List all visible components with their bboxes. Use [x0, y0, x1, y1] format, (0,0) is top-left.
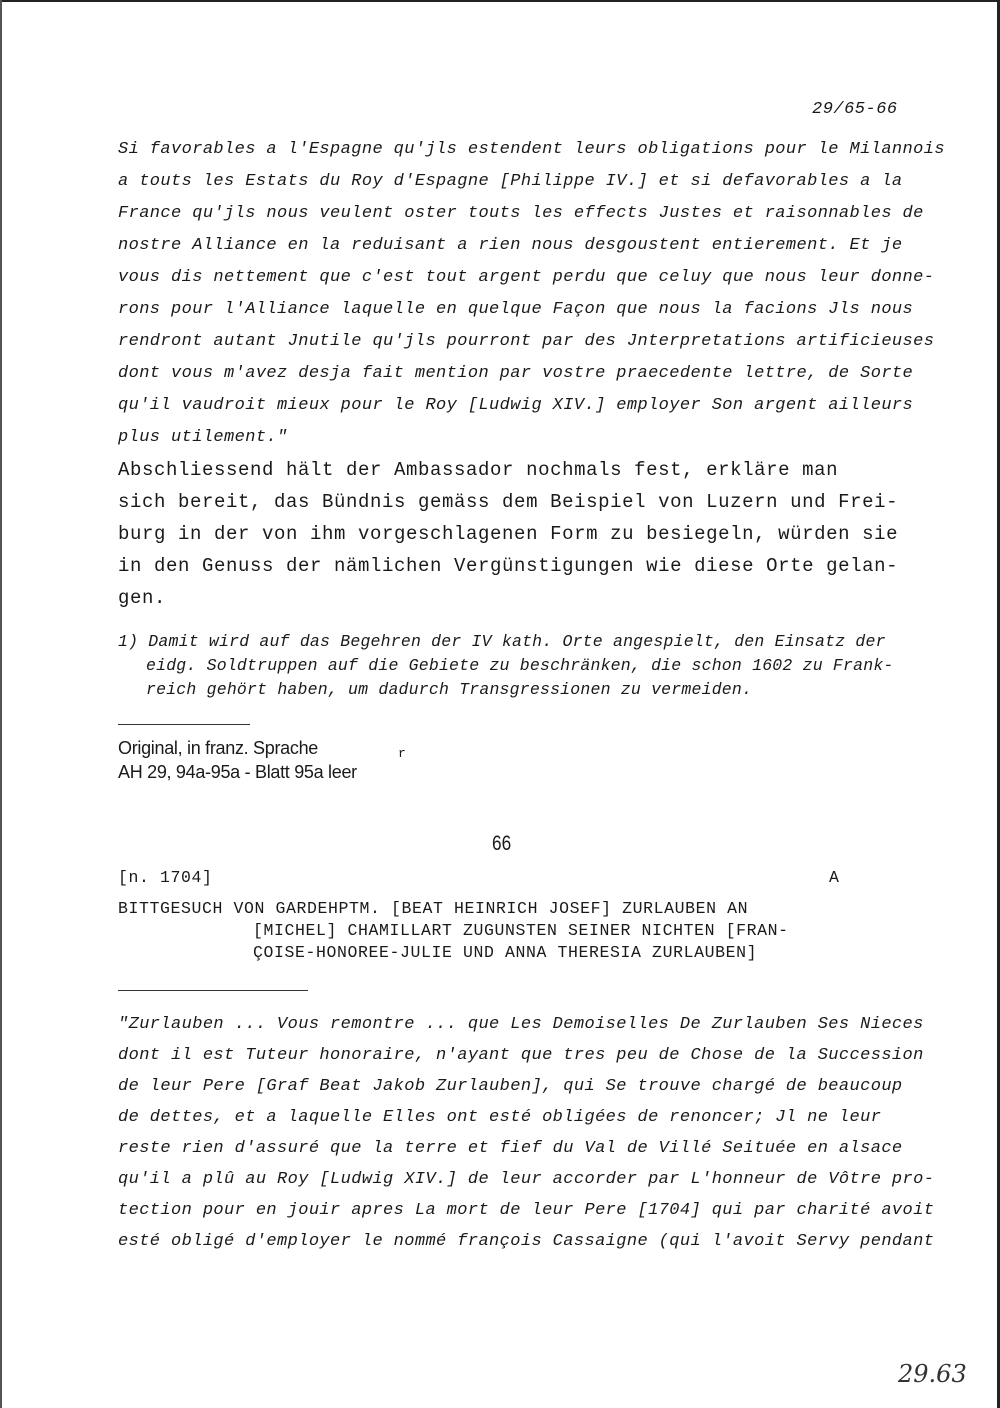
source-line-1: Original, in franz. Sprache	[118, 738, 318, 758]
handwritten-page-number: 29.63	[898, 1360, 967, 1388]
separator-rule	[118, 724, 250, 725]
petition-line: reste rien d'assuré que la terre et fief du Val de Villé Seituée en alsace	[118, 1139, 903, 1158]
quote-line: France qu'jls nous veulent oster touts les effects Justes et raisonnables de	[118, 204, 924, 223]
source-line-2: AH 29, 94a-95a - Blatt 95a leer	[118, 762, 357, 782]
petition-line: esté obligé d'employer le nommé françois Cassaigne (qui l'avoit Servy pendant	[118, 1232, 935, 1251]
scan-border-top	[0, 0, 1000, 2]
petition-line: de leur Pere [Graf Beat Jakob Zurlauben], qui Se trouve chargé de beaucoup	[118, 1077, 903, 1096]
heading-line: BITTGESUCH VON GARDEHPTM. [BEAT HEINRICH JOSEF] ZURLAUBEN AN	[118, 899, 749, 918]
page-reference: 29/65-66	[812, 100, 898, 119]
quote-line: rendront autant Jnutile qu'jls pourront par des Jnterpretations artificieuses	[118, 332, 935, 351]
petition-line: de dettes, et a laquelle Elles ont esté obligées de renoncer; Jl ne leur	[118, 1108, 882, 1127]
document-date: [n. 1704]	[118, 868, 213, 887]
quote-line: dont vous m'avez desja fait mention par vostre praecedente lettre, de Sorte	[118, 364, 914, 383]
superscript-r: r	[398, 746, 406, 761]
quote-line: nostre Alliance en la reduisant a rien nous desgoustent entierement. Et je	[118, 236, 903, 255]
footnote-line: eidg. Soldtruppen auf die Gebiete zu beschränken, die schon 1602 zu Frank-	[146, 656, 894, 675]
quote-line: Si favorables a l'Espagne qu'jls estendent leurs obligations pour le Milannois	[118, 140, 945, 159]
petition-line: tection pour en jouir apres La mort de leur Pere [1704] qui par charité avoit	[118, 1201, 935, 1220]
document-number: 66	[492, 832, 512, 855]
summary-line: in den Genuss der nämlichen Vergünstigungen wie diese Orte gelan-	[118, 555, 899, 577]
quote-line: rons pour l'Alliance laquelle en quelque Façon que nous la facions Jls nous	[118, 300, 914, 319]
quote-line: a touts les Estats du Roy d'Espagne [Philippe IV.] et si defavorables a la	[118, 172, 903, 191]
footnote-line: reich gehört haben, um dadurch Transgressionen zu vermeiden.	[146, 680, 753, 699]
separator-rule	[118, 990, 308, 991]
summary-line: Abschliessend hält der Ambassador nochmals fest, erkläre man	[118, 459, 839, 481]
summary-line: gen.	[118, 587, 167, 609]
summary-line: sich bereit, das Bündnis gemäss dem Beispiel von Luzern und Frei-	[118, 491, 899, 513]
quote-line: qu'il vaudroit mieux pour le Roy [Ludwig XIV.] employer Son argent ailleurs	[118, 396, 914, 415]
summary-line: burg in der von ihm vorgeschlagenen Form zu besiegeln, würden sie	[118, 523, 899, 545]
footnote-line: 1) Damit wird auf das Begehren der IV kath. Orte angespielt, den Einsatz der	[118, 632, 886, 651]
petition-line: "Zurlauben ... Vous remontre ... que Les Demoiselles De Zurlauben Ses Nieces	[118, 1015, 924, 1034]
document-letter: A	[829, 868, 840, 887]
petition-line: qu'il a plû au Roy [Ludwig XIV.] de leur accorder par L'honneur de Vôtre pro-	[118, 1170, 935, 1189]
scan-border-left	[0, 0, 2, 1408]
heading-line: ÇOISE-HONOREE-JULIE UND ANNA THERESIA ZURLAUBEN]	[253, 943, 758, 962]
heading-line: [MICHEL] CHAMILLART ZUGUNSTEN SEINER NICHTEN [FRAN-	[253, 921, 789, 940]
quote-line: plus utilement."	[118, 428, 288, 447]
quote-line: vous dis nettement que c'est tout argent perdu que celuy que nous leur donne-	[118, 268, 935, 287]
petition-line: dont il est Tuteur honoraire, n'ayant que tres peu de Chose de la Succession	[118, 1046, 924, 1065]
